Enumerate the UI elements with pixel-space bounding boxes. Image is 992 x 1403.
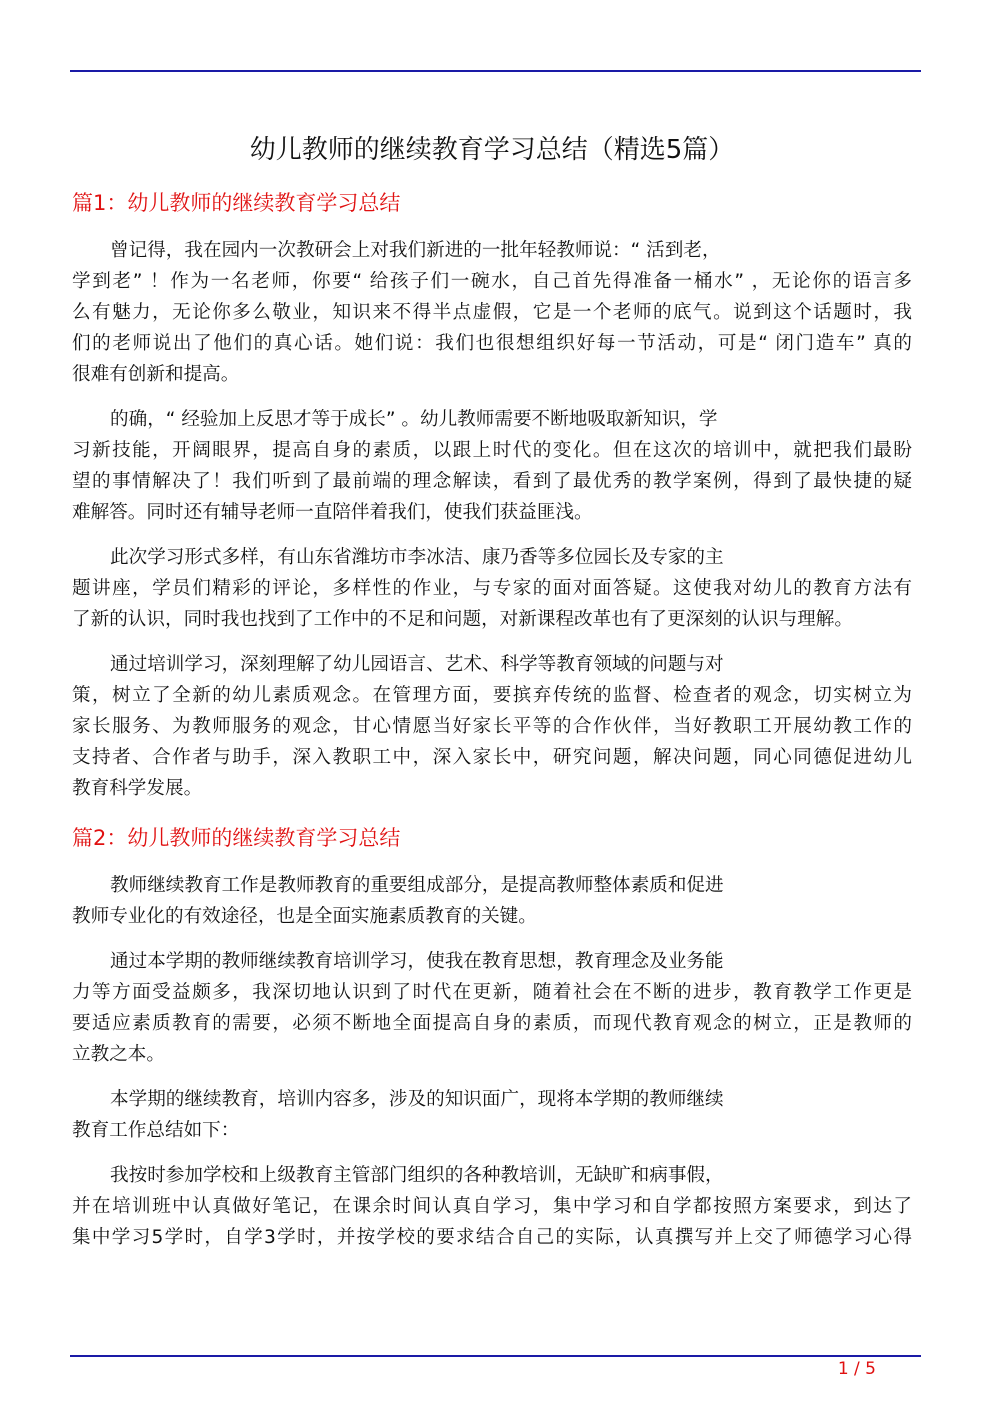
paragraph bbox=[72, 1084, 912, 1146]
page-number: 1 / 5 bbox=[837, 1359, 876, 1379]
text-line: 习新技能，开阔眼界，提高自身的素质，以跟上时代的变化。但在这次的培训中，就把我们最盼 bbox=[72, 440, 912, 461]
text-line: 力等方面受益颇多，我深切地认识到了时代在更新，随着社会在不断的进步，教育教学工作更是 bbox=[72, 982, 912, 1003]
text-line: 么有魅力，无论你多么敬业，知识来不得半点虚假，它是一个老师的底气。说到这个话题时，我 bbox=[72, 302, 912, 323]
text-line: 教师继续教育工作是教师教育的重要组成部分，是提高教师整体素质和促进 bbox=[110, 875, 724, 896]
text-line: 本学期的继续教育，培训内容多，涉及的知识面广，现将本学期的教师继续 bbox=[110, 1089, 724, 1110]
footer-rule bbox=[70, 1355, 921, 1357]
text-line: 了新的认识，同时我也找到了工作中的不足和问题，对新课程改革也有了更深刻的认识与理解。 bbox=[72, 609, 853, 630]
text-line: 家长服务、为教师服务的观念，甘心情愿当好家长平等的合作伙伴，当好教职工开展幼教工作的 bbox=[72, 716, 912, 737]
text-line: 要适应素质教育的需要，必须不断地全面提高自身的素质，而现代教育观念的树立，正是教师的 bbox=[72, 1013, 912, 1034]
text-line: 望的事情解决了！我们听到了最前端的理念解读，看到了最优秀的教学案例，得到了最快捷的疑 bbox=[72, 471, 912, 492]
header-rule bbox=[70, 70, 921, 72]
document-title: 幼儿教师的继续教育学习总结（精选5篇） bbox=[249, 135, 735, 165]
section-heading: 篇2：幼儿教师的继续教育学习总结 bbox=[72, 826, 401, 850]
text-line: 的确，“ 经验加上反思才等于成长” 。幼儿教师需要不断地吸取新知识，学 bbox=[110, 409, 718, 430]
paragraph bbox=[72, 1160, 912, 1253]
text-line: 题讲座，学员们精彩的评论，多样性的作业，与专家的面对面答疑。这使我对幼儿的教育方法有 bbox=[72, 578, 912, 599]
text-line: 学到老” ！作为一名老师，你要“ 给孩子们一碗水，自己首先得准备一桶水” ，无论你的语言多 bbox=[72, 271, 912, 292]
text-line: 通过培训学习，深刻理解了幼儿园语言、艺术、科学等教育领域的问题与对 bbox=[110, 654, 724, 675]
paragraph bbox=[72, 946, 912, 1070]
text-line: 集中学习5学时，自学3学时，并按学校的要求结合自己的实际，认真撰写并上交了师德学习心得 bbox=[72, 1227, 912, 1248]
text-line: 我按时参加学校和上级教育主管部门组织的各种教培训，无缺旷和病事假， bbox=[110, 1165, 724, 1186]
document-body bbox=[72, 130, 912, 1253]
text-line: 们的老师说出了他们的真心话。她们说：我们也很想组织好每一节活动，可是“ 闭门造车” 真的 bbox=[72, 333, 912, 354]
text-line: 教师专业化的有效途径，也是全面实施素质教育的关键。 bbox=[72, 906, 537, 927]
text-line: 教育科学发展。 bbox=[72, 778, 203, 799]
text-line: 教育工作总结如下： bbox=[72, 1120, 240, 1141]
paragraph bbox=[72, 404, 912, 528]
text-line: 策，树立了全新的幼儿素质观念。在管理方面，要摈弃传统的监督、检查者的观念，切实树立为 bbox=[72, 685, 912, 706]
paragraph bbox=[72, 649, 912, 804]
text-line: 通过本学期的教师继续教育培训学习，使我在教育思想，教育理念及业务能 bbox=[110, 951, 724, 972]
paragraph bbox=[72, 542, 912, 635]
paragraph bbox=[72, 235, 912, 390]
text-line: 很难有创新和提高。 bbox=[72, 364, 240, 385]
text-line: 难解答。同时还有辅导老师一直陪伴着我们，使我们获益匪浅。 bbox=[72, 502, 593, 523]
paragraph bbox=[72, 870, 912, 932]
section-heading: 篇1：幼儿教师的继续教育学习总结 bbox=[72, 191, 401, 215]
text-line: 支持者、合作者与助手，深入教职工中，深入家长中，研究问题，解决问题，同心同德促进幼儿 bbox=[72, 747, 912, 768]
text-line: 此次学习形式多样，有山东省潍坊市李冰洁、康乃香等多位园长及专家的主 bbox=[110, 547, 724, 568]
text-line: 立教之本。 bbox=[72, 1044, 165, 1065]
text-line: 并在培训班中认真做好笔记，在课余时间认真自学习，集中学习和自学都按照方案要求，到达了 bbox=[72, 1196, 912, 1217]
text-line: 曾记得，我在园内一次教研会上对我们新进的一批年轻教师说：“ 活到老， bbox=[110, 240, 721, 261]
